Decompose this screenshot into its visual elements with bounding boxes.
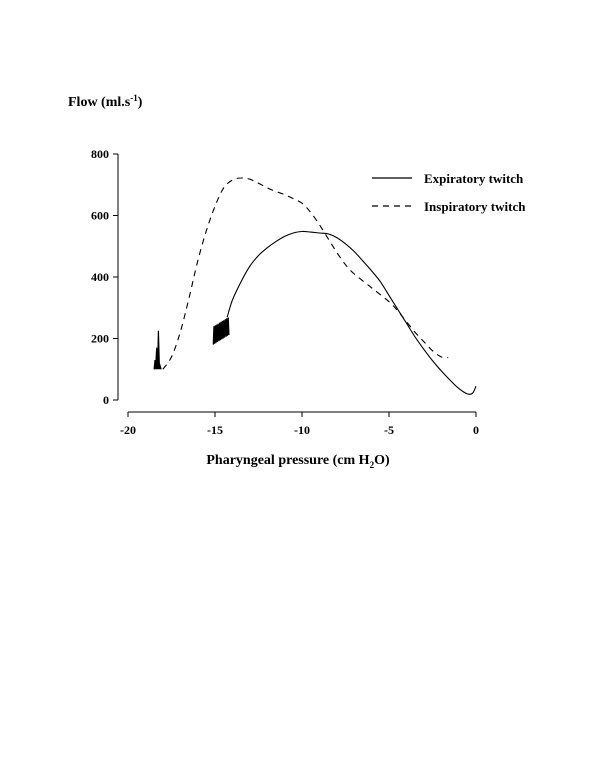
y-ticks bbox=[91, 147, 118, 407]
x-tick-label: -5 bbox=[384, 423, 394, 437]
series-line-expiratory bbox=[227, 231, 476, 394]
x-axis-title-sub: 2 bbox=[369, 460, 375, 470]
y-tick-label: 800 bbox=[91, 147, 109, 161]
oscillation-artifact bbox=[213, 317, 229, 344]
x-axis-title-end: O) bbox=[374, 453, 390, 468]
y-axis-title-end: ) bbox=[137, 95, 143, 110]
x-axis-title-main: Pharyngeal pressure (cm H bbox=[206, 453, 370, 468]
y-axis-title-main: Flow (ml.s bbox=[68, 95, 131, 110]
series-line-inspiratory bbox=[163, 178, 448, 369]
legend-label-inspiratory: Inspiratory twitch bbox=[424, 199, 526, 214]
x-ticks bbox=[120, 412, 479, 437]
legend-label-expiratory: Expiratory twitch bbox=[424, 171, 524, 186]
y-axis-title bbox=[68, 93, 143, 110]
artifact-layer bbox=[154, 317, 229, 369]
x-tick-label: -10 bbox=[294, 423, 310, 437]
x-tick-label: -20 bbox=[120, 423, 136, 437]
x-axis-title bbox=[206, 453, 390, 470]
x-tick-label: 0 bbox=[473, 423, 479, 437]
x-tick-label: -15 bbox=[207, 423, 223, 437]
y-tick-label: 400 bbox=[91, 270, 109, 284]
axes bbox=[118, 154, 476, 412]
y-tick-label: 600 bbox=[91, 208, 109, 223]
y-axis-title-sup: -1 bbox=[130, 93, 138, 103]
y-tick-label: 0 bbox=[103, 393, 109, 407]
y-tick-label: 200 bbox=[91, 331, 109, 346]
legend bbox=[372, 171, 526, 214]
spike-artifact bbox=[154, 331, 161, 370]
